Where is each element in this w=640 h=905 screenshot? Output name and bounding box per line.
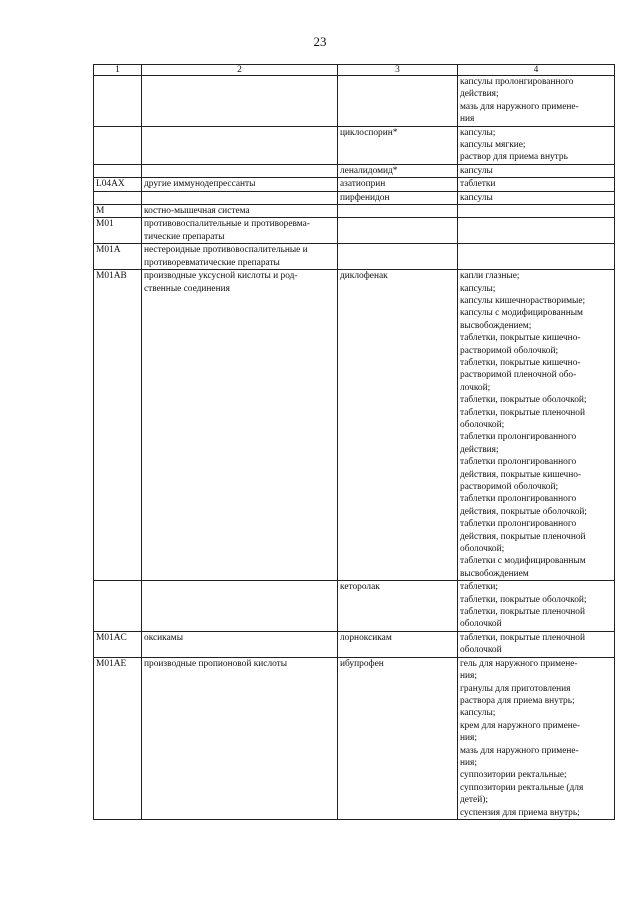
drug-name-cell [338,205,458,218]
atc-code-cell: M01 [94,218,142,244]
atc-code-cell [94,191,142,204]
group-name-cell: оксикамы [142,631,338,657]
group-name-cell [142,191,338,204]
table-row [94,581,615,632]
table-row [94,205,615,218]
group-name-cell [142,164,338,177]
group-name-cell: костно-мышечная система [142,205,338,218]
dosage-forms-cell: таблетки [458,178,615,191]
dosage-forms-cell [458,244,615,270]
column-header: 1 [94,65,142,76]
table-row [94,76,615,127]
drug-name-cell: диклофенак [338,270,458,581]
group-name-cell: другие иммунодепрессанты [142,178,338,191]
dosage-forms-cell: гель для наружного примене- ния; гранулы для приготовления раствора для приема внутрь; капсулы; крем для наружного примене- ния; мазь для наружного примене- ния; суппозитории ректальные; суппозитории ректальные (для детей); суспензия для приема внутрь; [458,657,615,819]
table-row [94,178,615,191]
dosage-forms-cell: таблетки, покрытые пленочной оболочкой [458,631,615,657]
table-row [94,631,615,657]
atc-code-cell [94,164,142,177]
atc-code-cell: M01AC [94,631,142,657]
table-row [94,244,615,270]
column-header: 4 [458,65,615,76]
drug-table [93,64,615,820]
drug-name-cell: ибупрофен [338,657,458,819]
dosage-forms-cell: капсулы [458,191,615,204]
drug-name-cell: кеторолак [338,581,458,632]
atc-code-cell: M01AB [94,270,142,581]
group-name-cell: производные уксусной кислоты и род- ственные соединения [142,270,338,581]
drug-name-cell: азатиоприн [338,178,458,191]
column-header: 2 [142,65,338,76]
atc-code-cell [94,126,142,164]
atc-code-cell: L04AX [94,178,142,191]
group-name-cell [142,76,338,127]
dosage-forms-cell: капсулы; капсулы мягкие; раствор для приема внутрь [458,126,615,164]
atc-code-cell: M01AE [94,657,142,819]
drug-name-cell: циклоспорин* [338,126,458,164]
drug-name-cell: лорноксикам [338,631,458,657]
column-header: 3 [338,65,458,76]
table-row [94,126,615,164]
table-row [94,657,615,819]
atc-code-cell [94,76,142,127]
table-row [94,270,615,581]
group-name-cell: нестероидные противовоспалительные и противоревматические препараты [142,244,338,270]
group-name-cell [142,126,338,164]
group-name-cell [142,581,338,632]
group-name-cell: производные пропионовой кислоты [142,657,338,819]
dosage-forms-cell: таблетки; таблетки, покрытые оболочкой; таблетки, покрытые пленочной оболочкой [458,581,615,632]
dosage-forms-cell: капсулы пролонгированного действия; мазь для наружного примене- ния [458,76,615,127]
group-name-cell: противовоспалительные и противоревма- тические препараты [142,218,338,244]
table-header-row [94,65,615,76]
table-row [94,191,615,204]
drug-name-cell: пирфенидон [338,191,458,204]
table-row [94,218,615,244]
page-number: 23 [313,34,327,49]
table-row [94,164,615,177]
drug-name-cell: леналидомид* [338,164,458,177]
atc-code-cell [94,581,142,632]
dosage-forms-cell [458,218,615,244]
dosage-forms-cell: капли глазные; капсулы; капсулы кишечнорастворимые; капсулы с модифицированным высвобождением; таблетки, покрытые кишечно- растворимой оболочкой; таблетки, покрытые кишечно- растворимой пленочной обо- лочкой; таблетки, покрытые оболочкой; таблетки, покрытые пленочной оболочкой; таблетки пролонгированного действия; таблетки пролонгированного действия, покрытые кишечно- растворимой оболочкой; таблетки пролонгированного действия, покрытые оболочкой; таблетки пролонгированного действия, покрытые пленочной оболочкой; таблетки с модифицированным высвобождением [458,270,615,581]
dosage-forms-cell [458,205,615,218]
atc-code-cell: M [94,205,142,218]
drug-name-cell [338,244,458,270]
dosage-forms-cell: капсулы [458,164,615,177]
atc-code-cell: M01A [94,244,142,270]
drug-name-cell [338,218,458,244]
drug-name-cell [338,76,458,127]
